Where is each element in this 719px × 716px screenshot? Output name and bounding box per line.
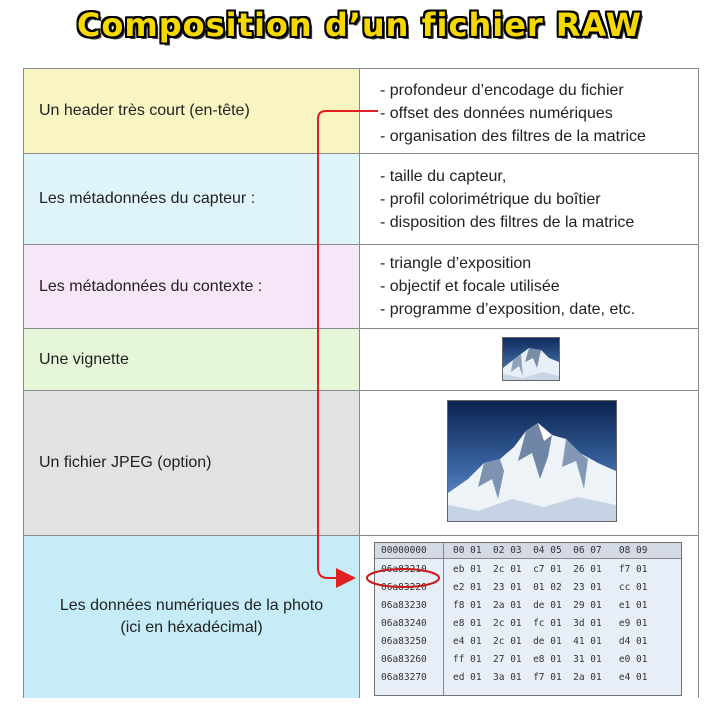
detail-item: - taille du capteur,	[380, 168, 507, 185]
row-details	[360, 245, 698, 328]
hex-bytes: ff 01 27 01 e8 01 31 01 e0 01	[453, 654, 648, 665]
hex-address: 06a83240	[381, 618, 427, 629]
hex-header-bytes: 00 01 02 03 04 05 06 07 08 09	[453, 545, 648, 556]
row-label-line: (ici en héxadécimal)	[120, 619, 263, 636]
row-label: Les métadonnées du capteur :	[24, 154, 360, 244]
hex-separator	[443, 543, 444, 695]
row-jpeg	[24, 391, 698, 536]
raw-composition-table	[23, 68, 699, 698]
mountain-jpeg-image	[447, 400, 617, 522]
row-label: Un fichier JPEG (option)	[24, 391, 360, 535]
row-sensor-metadata	[24, 154, 698, 245]
hex-dump-view	[374, 542, 682, 696]
row-header	[24, 69, 698, 154]
hex-address: 06a83230	[381, 600, 427, 611]
hex-bytes: e2 01 23 01 01 02 23 01 cc 01	[453, 582, 648, 593]
hex-address: 06a83250	[381, 636, 427, 647]
hex-address: 06a83220	[381, 582, 427, 593]
row-details	[360, 69, 698, 153]
detail-item: - profondeur d’encodage du fichier	[380, 82, 624, 99]
hex-header-address: 00000000	[381, 545, 427, 556]
detail-item: - organisation des filtres de la matrice	[380, 128, 646, 145]
detail-item: - profil colorimétrique du boîtier	[380, 191, 601, 208]
hex-address: 06a83270	[381, 672, 427, 683]
hex-address: 06a83260	[381, 654, 427, 665]
row-label: Un header très court (en-tête)	[24, 69, 360, 153]
row-digital-data	[24, 536, 698, 698]
hex-bytes: ed 01 3a 01 f7 01 2a 01 e4 01	[453, 672, 648, 683]
row-label: Une vignette	[24, 329, 360, 390]
row-context-metadata	[24, 245, 698, 329]
detail-item: - programme d’exposition, date, etc.	[380, 301, 636, 318]
hex-bytes: f8 01 2a 01 de 01 29 01 e1 01	[453, 600, 648, 611]
row-label-line: Les données numériques de la photo	[59, 597, 324, 614]
row-image	[360, 329, 698, 390]
row-details	[360, 154, 698, 244]
page-title: Composition d’un fichier RAW	[76, 6, 643, 44]
hex-header	[375, 543, 681, 559]
detail-item: - disposition des filtres de la matrice	[380, 214, 635, 231]
detail-item: - objectif et focale utilisée	[380, 278, 560, 295]
row-label: Les métadonnées du contexte :	[24, 245, 360, 328]
row-thumbnail	[24, 329, 698, 391]
hex-address: 06a83210	[381, 564, 427, 575]
hex-bytes: eb 01 2c 01 c7 01 26 01 f7 01	[453, 564, 648, 575]
hex-bytes: e4 01 2c 01 de 01 41 01 d4 01	[453, 636, 648, 647]
row-hex	[360, 536, 698, 698]
mountain-thumbnail-image	[502, 337, 560, 381]
detail-item: - triangle d’exposition	[380, 255, 532, 272]
detail-item: - offset des données numériques	[380, 105, 613, 122]
row-label	[24, 536, 360, 698]
row-image	[360, 391, 698, 535]
hex-bytes: e8 01 2c 01 fc 01 3d 01 e9 01	[453, 618, 648, 629]
